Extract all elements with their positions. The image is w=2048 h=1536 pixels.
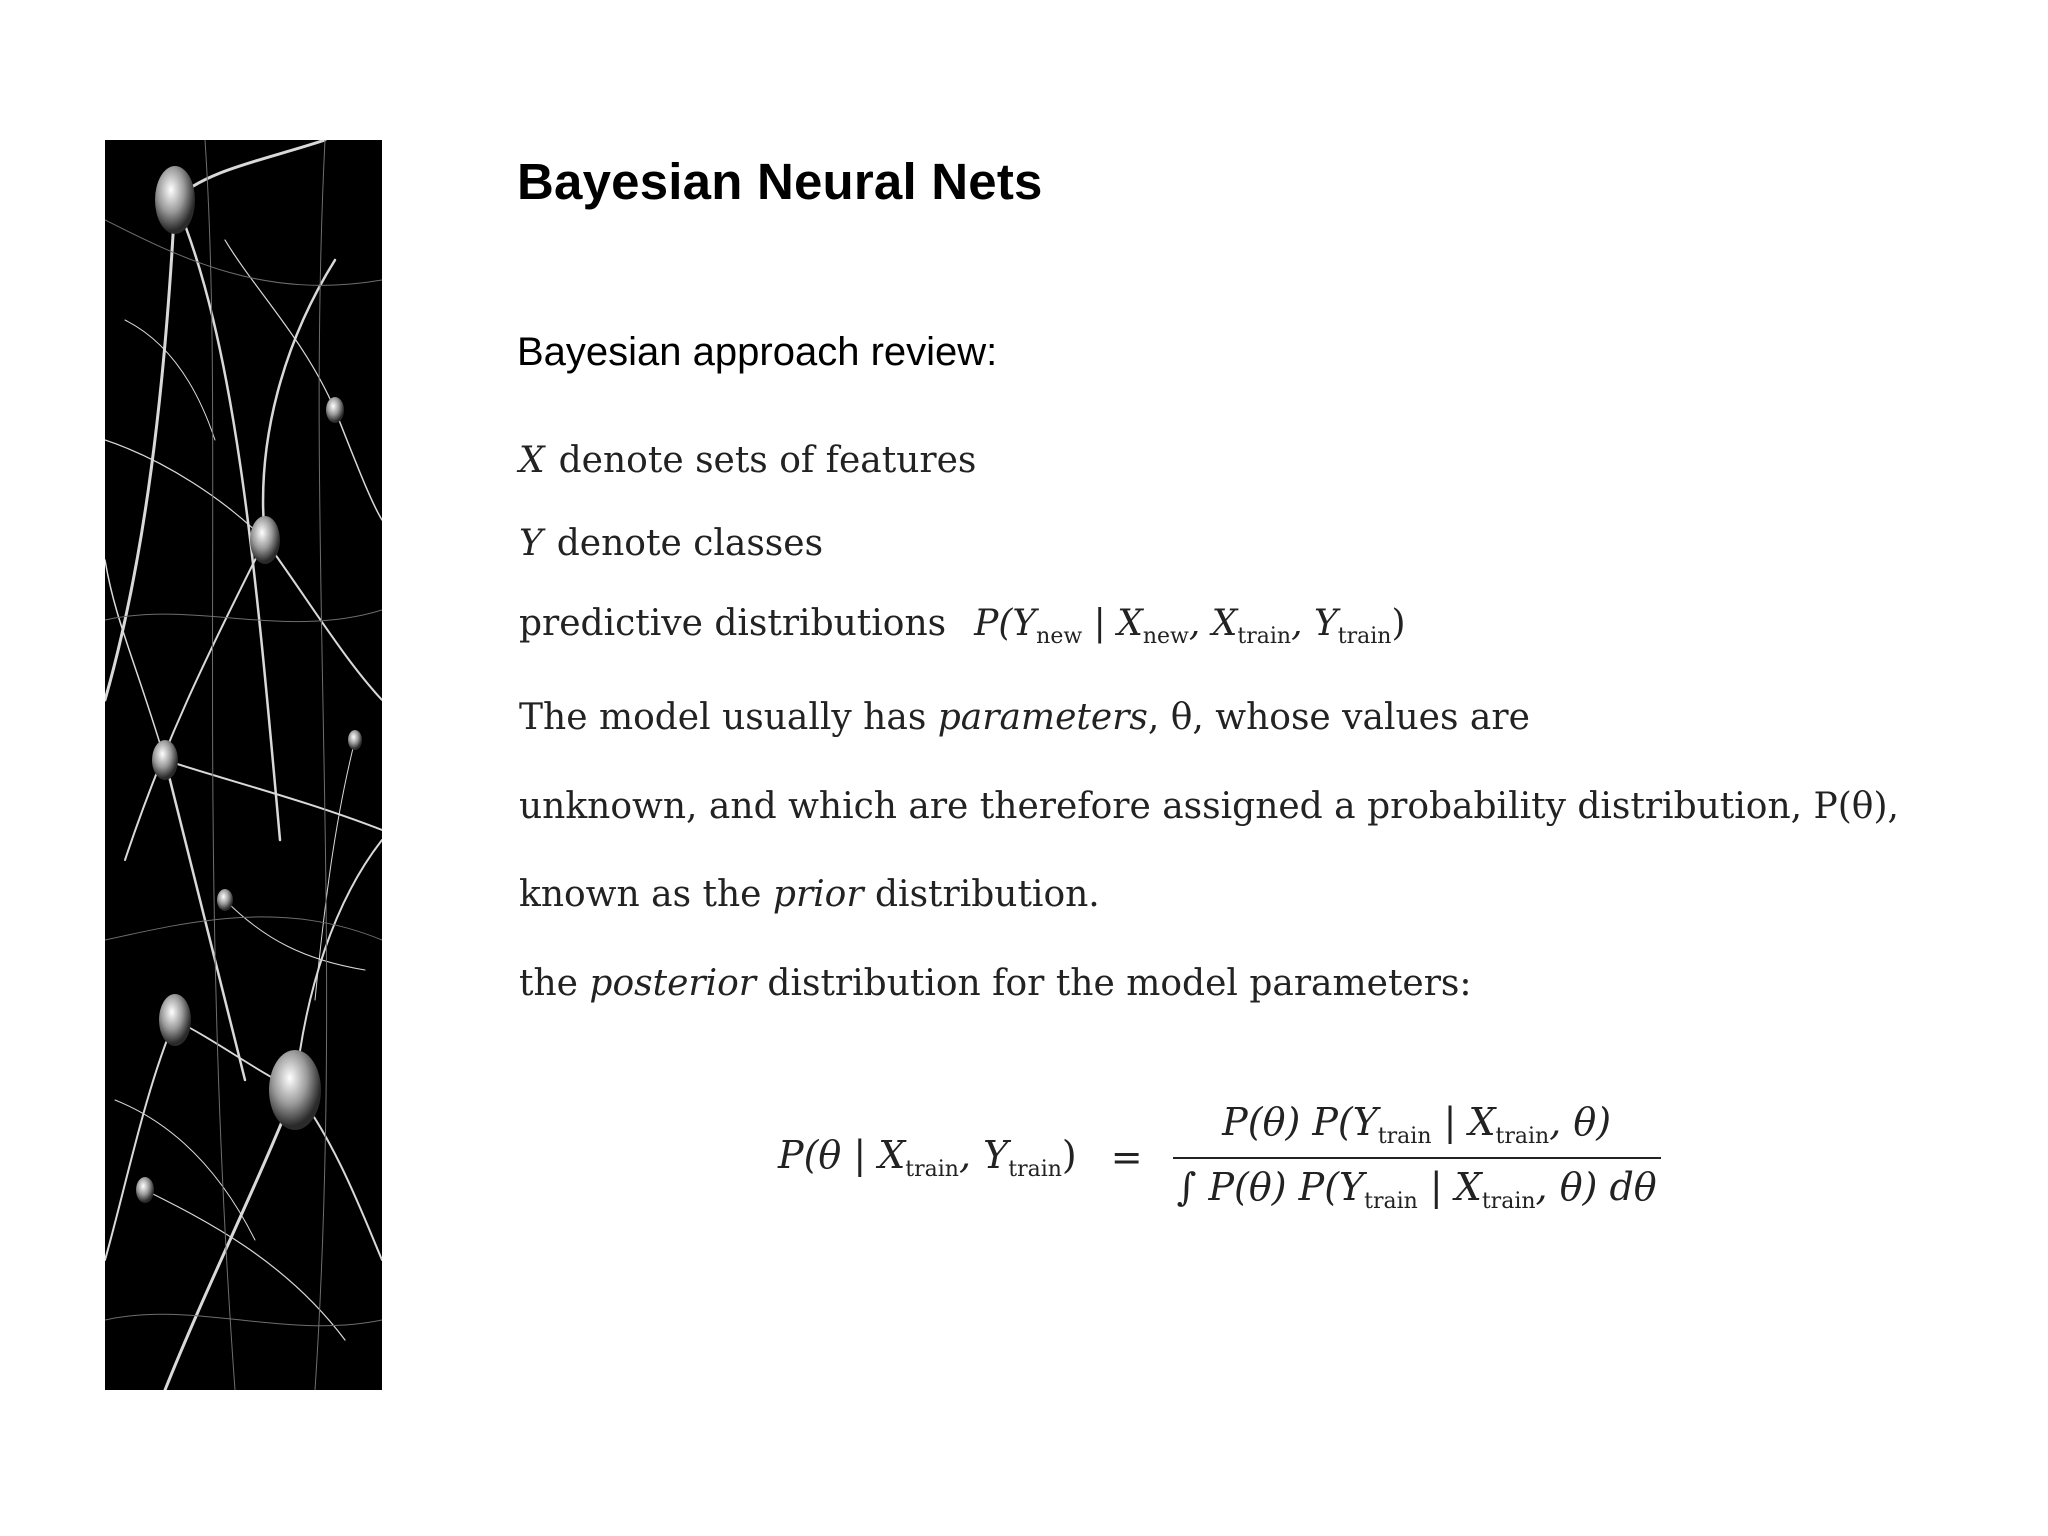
- num-sub-2: train: [1495, 1124, 1550, 1149]
- den-part-b: | X: [1417, 1165, 1482, 1209]
- lhs-sub-1: train: [905, 1156, 959, 1182]
- lhs-part-a: P(θ | X: [778, 1132, 906, 1177]
- posterior-line: [519, 963, 1472, 1004]
- prior-after: distribution.: [863, 874, 1100, 915]
- fraction-denominator: [1173, 1159, 1661, 1214]
- slide-title: Bayesian Neural Nets: [517, 153, 1043, 210]
- var-y: Y: [519, 523, 543, 564]
- predictive-text: predictive distributions: [519, 603, 947, 644]
- den-sub-2: train: [1481, 1189, 1536, 1214]
- predictive-distribution-line: [519, 603, 1405, 649]
- num-sub-1: train: [1377, 1124, 1432, 1149]
- lhs-sub-2: train: [1008, 1156, 1062, 1182]
- den-part-a: ∫ P(θ) P(Y: [1176, 1165, 1365, 1209]
- num-part-b: | X: [1431, 1100, 1496, 1144]
- definition-x-text: denote sets of features: [558, 440, 977, 481]
- lhs-part-b: , Y: [958, 1132, 1009, 1177]
- equation-fraction: [1173, 1100, 1661, 1214]
- pd-comma-2: , Y: [1291, 603, 1338, 644]
- parameters-after: , θ, whose values are: [1147, 697, 1530, 738]
- equals-sign: =: [1110, 1135, 1143, 1179]
- pd-sub-train-1: train: [1237, 624, 1292, 649]
- prior-before: known as the: [519, 874, 773, 915]
- neuron-network-image: [105, 140, 382, 1390]
- pd-sub-new-2: new: [1142, 624, 1189, 649]
- lhs-part-c: ): [1061, 1132, 1077, 1177]
- pd-bar: | X: [1082, 603, 1143, 644]
- posterior-equation: [778, 1100, 1661, 1214]
- pd-sub-new-1: new: [1036, 624, 1083, 649]
- var-x: X: [519, 440, 545, 481]
- fraction-numerator: [1210, 1100, 1623, 1157]
- slide-subtitle: Bayesian approach review:: [517, 330, 998, 374]
- den-part-c: , θ) dθ: [1535, 1165, 1657, 1209]
- den-sub-1: train: [1364, 1189, 1418, 1214]
- num-part-c: , θ): [1549, 1100, 1612, 1144]
- pd-sub-train-2: train: [1337, 624, 1392, 649]
- parameters-before: The model usually has: [519, 697, 938, 738]
- prior-line: [519, 874, 1100, 915]
- posterior-after: distribution for the model parameters:: [755, 963, 1472, 1004]
- pd-open: P(Y: [974, 603, 1037, 644]
- unknown-line: unknown, and which are therefore assigned a probability distribution, P(θ),: [519, 786, 1899, 827]
- prior-emphasis: prior: [772, 874, 864, 915]
- definition-y-text: denote classes: [556, 523, 824, 564]
- neuron-network-illustration: [105, 140, 382, 1390]
- definition-x: [519, 440, 976, 481]
- posterior-emphasis: posterior: [589, 963, 756, 1004]
- equation-lhs: [778, 1133, 1077, 1182]
- num-part-a: P(θ) P(Y: [1222, 1100, 1378, 1144]
- parameters-line: [519, 697, 1530, 738]
- parameters-emphasis: parameters: [937, 697, 1148, 738]
- posterior-before: the: [519, 963, 590, 1004]
- pd-close: ): [1391, 603, 1406, 644]
- pd-comma-1: , X: [1188, 603, 1238, 644]
- definition-y: [519, 523, 823, 564]
